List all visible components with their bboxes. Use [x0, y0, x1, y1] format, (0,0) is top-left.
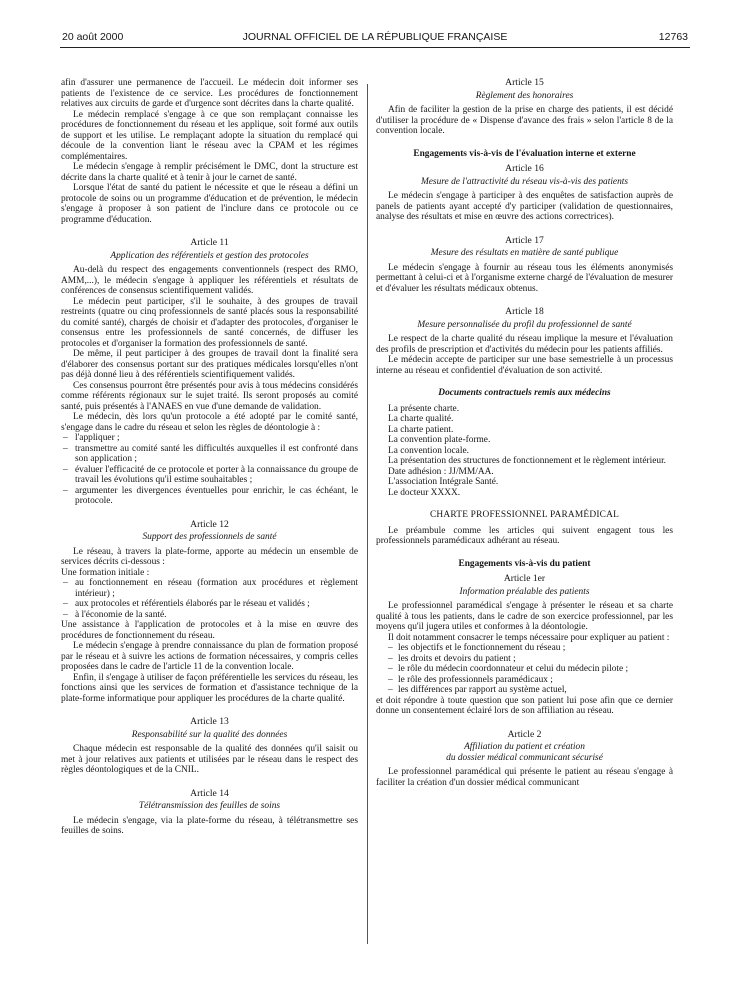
paragraph: Le réseau, à travers la plate-forme, apporte au médecin un ensemble de services décrits ci-dessous :: [61, 546, 358, 567]
paragraph: Le médecin s'engage à fournir au réseau tous les éléments anonymisés permettant à celui-ci et à l'organisme externe chargé de l'évaluation de mesurer et d'évaluer les résultats médicaux obtenus.: [376, 262, 673, 294]
paragraph: Le médecin accepte de participer sur une base semestrielle à un processus interne au réseau et confidentiel d'évaluation de son activité.: [376, 355, 673, 376]
bullet-list: [376, 643, 673, 696]
article-subtitle: Mesure des résultats en matière de santé publique: [430, 248, 619, 258]
list-item: – l'appliquer ;: [75, 433, 358, 444]
list-item: – le rôle du médecin coordonnateur et celui du médecin pilote ;: [398, 664, 673, 675]
paragraph: Le médecin s'engage à participer à des enquêtes de satisfaction auprès de panels de patients ayant accepté d'y participer (validation de questionnaires, analyse des résultats et mise en œuvre des actions correctrices).: [376, 191, 673, 222]
list-item: – les droits et devoirs du patient ;: [398, 654, 673, 665]
page-header: [62, 31, 688, 45]
list-item: – évaluer l'efficacité de ce protocole et porter à la connaissance du groupe de travail les évolutions qu'il estime souhaitables ;: [75, 465, 358, 486]
article-heading: Article 15: [505, 77, 544, 88]
paragraph: et doit répondre à toute question que son patient lui pose afin que ce dernier donne un consentement éclairé lors de son affiliation au réseau.: [376, 695, 673, 716]
article-subtitle: Application des référentiels et gestion des protocoles: [110, 250, 309, 261]
list-item: La présente charte.: [388, 403, 460, 414]
article-heading: Article 18: [505, 306, 544, 317]
paragraph: Le respect de la charte qualité du réseau implique la mesure et l'évaluation des profils de prescription et d'activités du médecin pour les patients affiliés.: [376, 334, 673, 355]
paragraph: Enfin, il s'engage à utiliser de façon préférentielle les services du réseau, les fonctions ainsi que les services de formation et d'assistance technique de la plate-forme informatique pour appliquer les procédures de la charte qualité.: [61, 672, 358, 704]
journal-title: JOURNAL OFFICIEL DE LA RÉPUBLIQUE FRANÇAISE: [242, 31, 508, 43]
paragraph: Au-delà du respect des engagements conventionnels (respect des RMO, AMM,...), le médecin s'engage à appliquer les référentiels et résultats de conférences de consensus scientifiquement validés.: [61, 265, 358, 296]
paragraph: Le médecin s'engage à remplir précisément le DMC, dont la structure est décrite dans la charte qualité et à tenir à jour le carnet de santé.: [61, 162, 358, 183]
list-item: L'association Intégrale Santé.: [388, 477, 499, 487]
bullet-list: [61, 578, 358, 620]
list-item: – au fonctionnement en réseau (formation aux procédures et règlement intérieur) ;: [75, 578, 358, 599]
paragraph: Une formation initiale :: [61, 567, 150, 578]
article-subtitle: Responsabilité sur la qualité des données: [131, 729, 288, 740]
list-item: – à l'économie de la santé.: [75, 610, 358, 621]
article-heading: Article 13: [190, 716, 229, 727]
paragraph: Le médecin, dès lors qu'un protocole a été adopté par le comité santé, s'engage dans le cadre du réseau et selon les règles de déontologie à :: [61, 412, 358, 433]
section-heading: Documents contractuels remis aux médecins: [438, 388, 611, 398]
article-heading: Article 12: [190, 518, 229, 530]
column-divider: [367, 84, 368, 944]
list-item: La convention locale.: [388, 445, 469, 456]
article-heading: Article 16: [505, 163, 544, 174]
paragraph: Afin de faciliter la gestion de la prise en charge des patients, il est décidé d'utiliser la procédure de « Dispense d'avance des frais » selon l'article 8 de la convention locale.: [376, 105, 673, 136]
article-heading: Article 11: [190, 237, 229, 248]
section-heading: Engagements vis-à-vis de l'évaluation interne et externe: [413, 148, 636, 159]
section-heading: Engagements vis-à-vis du patient: [458, 558, 591, 569]
paragraph: Le professionnel paramédical s'engage à présenter le réseau et sa charte qualité à tous les patients, dans le cadre de son exercice professionnel, par les moyens qu'il jugera utiles et conformes à la déontologie.: [376, 601, 673, 632]
paragraph: Le médecin s'engage, via la plate-forme du réseau, à télétransmettre ses feuilles de soins.: [61, 815, 358, 836]
article-heading: Article 2: [507, 728, 542, 740]
paragraph: Le médecin peut participer, s'il le souhaite, à des groupes de travail restreints (quatre ou cinq professionnels de santé placés sous la responsabilité du comité santé), chargés de choisir et d'adapter des protocoles, d'organiser le consensus entre les professionnels de santé concernés, de diffuser les protocoles et d'organiser la formation des professionnels de santé.: [61, 296, 358, 349]
paragraph: Le médecin s'engage à prendre connaissance du plan de formation proposé par le réseau et à suivre les actions de formation nécessaires, y compris celles proposées dans le cadre de l'article 11 de la convention locale.: [61, 641, 358, 672]
bullet-list: [61, 433, 358, 507]
paragraph: Le préambule comme les articles qui suivent engagent tous les professionnels paramédicaux adhérant au réseau.: [376, 525, 673, 546]
article-subtitle: Télétransmission des feuilles de soins: [138, 801, 281, 811]
article-subtitle: Support des professionnels de santé: [142, 532, 277, 542]
list-item: Le docteur XXXX.: [388, 487, 461, 498]
list-item: – le rôle des professionnels paramédicaux ;: [398, 675, 673, 686]
list-item: – les différences par rapport au système actuel,: [398, 685, 673, 696]
article-heading: Article 14: [190, 787, 229, 799]
list-item: – transmettre au comité santé les difficultés auxquelles il est confronté dans son application ;: [75, 444, 358, 465]
article-heading: Article 1er: [503, 573, 546, 584]
article-subtitle: Information préalable des patients: [459, 586, 590, 597]
list-item: La présentation des structures de fonctionnement et le règlement intérieur.: [388, 456, 667, 466]
paragraph: De même, il peut participer à des groupes de travail dont la finalité sera d'élaborer des consensus portant sur des pratiques médicales lorsqu'elles n'ont pas déjà donné lieu à des référentiels scientifiquement validés.: [61, 349, 358, 380]
list-item: Date adhésion : JJ/MM/AA.: [388, 466, 494, 477]
charter-heading: CHARTE PROFESSIONNEL PARAMÉDICAL: [429, 510, 620, 520]
list-item: – argumenter les divergences éventuelles pour enrichir, le cas échéant, le protocole.: [75, 486, 358, 507]
list-item: – aux protocoles et référentiels élaborés par le réseau et validés ;: [75, 599, 358, 610]
paragraph: Chaque médecin est responsable de la qualité des données qu'il saisit ou met à jour relatives aux patients et utilisées par le réseau dans le respect des règles déontologiques et de la CNIL.: [61, 744, 358, 775]
documents-list: [376, 404, 673, 499]
paragraph: Une assistance à l'application de protocoles et à la mise en œuvre des procédures de fonctionnement du réseau.: [61, 620, 358, 641]
paragraph: Il doit notamment consacrer le temps nécessaire pour expliquer au patient :: [388, 632, 670, 643]
article-subtitle: du dossier médical communicant sécurisé: [446, 752, 603, 763]
paragraph: Le professionnel paramédical qui présente le patient au réseau s'engage à faciliter la création d'un dossier médical communicant: [376, 767, 673, 788]
article-heading: Article 17: [505, 234, 544, 246]
list-item: – les objectifs et le fonctionnement du réseau ;: [398, 643, 673, 654]
header-rule: [60, 47, 690, 48]
left-column: [61, 78, 358, 837]
article-subtitle: Mesure de l'attractivité du réseau vis-à-vis des patients: [420, 176, 629, 187]
list-item: La charte patient.: [388, 424, 454, 435]
list-item: La charte qualité.: [388, 414, 454, 424]
header-date: 20 août 2000: [62, 31, 124, 43]
paragraph: Ces consensus pourront être présentés pour avis à tous médecins considérés comme référents régionaux sur le sujet traité. Ils seront proposés au comité santé, puis présentés à l'ANAES en vue d'une demande de validation.: [61, 380, 358, 412]
paragraph: afin d'assurer une permanence de l'accueil. Le médecin doit informer ses patients de l'existence de ce service. Les procédures de fonctionnement relatives aux circuits de garde et d'urgence sont décrites dans la charte qualité.: [61, 78, 358, 109]
right-column: [376, 78, 673, 788]
page-number: 12763: [658, 31, 688, 43]
paragraph: Le médecin remplacé s'engage à ce que son remplaçant connaisse les procédures de fonctionnement du réseau et les applique, soit formé aux outils de support et les utilise. Le remplaçant adopte la situation du remplacé qui découle de la convention liant le réseau avec la CPAM et les régimes complémentaires.: [61, 109, 358, 162]
paragraph: Lorsque l'état de santé du patient le nécessite et que le réseau a défini un protocole de soins ou un programme d'éducation et de prévention, le médecin s'engage à proposer à son patient de l'inclure dans ce protocole ou ce programme d'éducation.: [61, 183, 358, 225]
article-subtitle: Affiliation du patient et création: [464, 742, 585, 752]
list-item: La convention plate-forme.: [388, 435, 491, 445]
article-subtitle: Mesure personnalisée du profil du professionnel de santé: [417, 319, 632, 330]
article-subtitle: Règlement des honoraires: [475, 90, 574, 101]
